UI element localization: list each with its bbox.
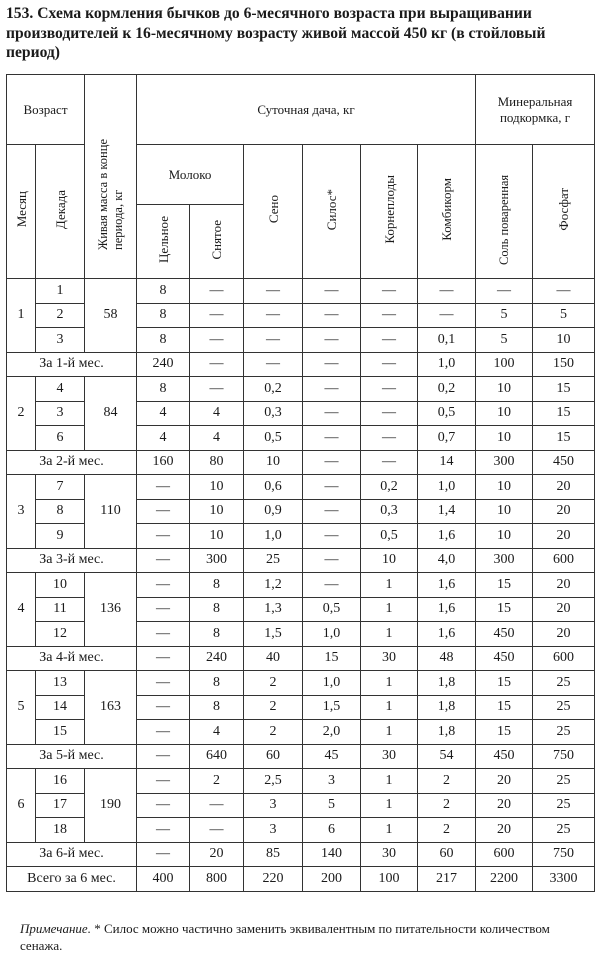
footnote-text: * Силос можно частично заменить эквивалентным по питательности количеством сенажа. (20, 921, 550, 953)
decade-cell: 6 (36, 426, 85, 451)
total-cell: 140 (303, 842, 361, 867)
header-daily: Суточная дача, кг (137, 75, 476, 145)
header-phosphate (533, 145, 595, 279)
total-cell: 100 (476, 352, 533, 377)
value-cell: 8 (137, 328, 190, 353)
value-cell: 0,5 (418, 401, 476, 426)
value-cell: — (190, 303, 244, 328)
decade-cell: 12 (36, 622, 85, 647)
value-cell: 25 (533, 671, 595, 696)
value-cell: 1,8 (418, 695, 476, 720)
total-cell: 30 (361, 744, 418, 769)
header-roots (361, 145, 418, 279)
value-cell: 8 (190, 597, 244, 622)
header-decade (36, 145, 85, 279)
decade-cell: 3 (36, 401, 85, 426)
month-cell: 2 (7, 377, 36, 451)
grand-total-row (7, 867, 595, 892)
value-cell: 1 (361, 818, 418, 843)
table-row (7, 671, 595, 696)
value-cell: 1 (361, 695, 418, 720)
weight-cell: 136 (85, 573, 137, 647)
value-cell: — (190, 279, 244, 304)
month-cell: 1 (7, 279, 36, 353)
value-cell: 4 (190, 426, 244, 451)
value-cell: 6 (303, 818, 361, 843)
value-cell: 4 (190, 720, 244, 745)
grand-total-cell: 800 (190, 867, 244, 892)
total-cell: 4,0 (418, 548, 476, 573)
header-salt-text: Соль поваренная (496, 174, 511, 265)
total-cell: — (137, 744, 190, 769)
grand-total-cell: 400 (137, 867, 190, 892)
month-total-label: За 5-й мес. (7, 744, 137, 769)
value-cell: — (361, 328, 418, 353)
month-total-row (7, 646, 595, 671)
value-cell: 4 (137, 426, 190, 451)
total-cell: 600 (533, 646, 595, 671)
decade-cell: 7 (36, 475, 85, 500)
header-age: Возраст (7, 75, 85, 145)
value-cell: — (137, 499, 190, 524)
value-cell: 0,6 (244, 475, 303, 500)
value-cell: 25 (533, 769, 595, 794)
value-cell: 0,2 (418, 377, 476, 402)
total-cell: 450 (533, 450, 595, 475)
decade-cell: 15 (36, 720, 85, 745)
footnote (20, 920, 590, 954)
value-cell: 20 (476, 793, 533, 818)
value-cell: — (137, 818, 190, 843)
total-cell: — (303, 450, 361, 475)
value-cell: — (244, 328, 303, 353)
value-cell: 5 (303, 793, 361, 818)
total-cell: 80 (190, 450, 244, 475)
value-cell: — (303, 426, 361, 451)
value-cell: 20 (533, 573, 595, 598)
header-silage (303, 145, 361, 279)
value-cell: 1,4 (418, 499, 476, 524)
value-cell: 1 (361, 597, 418, 622)
value-cell: 1 (361, 769, 418, 794)
total-cell: 85 (244, 842, 303, 867)
value-cell: — (137, 622, 190, 647)
value-cell: — (244, 303, 303, 328)
total-cell: 60 (244, 744, 303, 769)
total-cell: 750 (533, 842, 595, 867)
header-skim-milk-text: Снятое (209, 219, 224, 260)
value-cell: — (361, 303, 418, 328)
total-cell: 600 (476, 842, 533, 867)
total-cell: — (303, 548, 361, 573)
total-cell: — (303, 352, 361, 377)
value-cell: 1,5 (303, 695, 361, 720)
value-cell: — (244, 279, 303, 304)
feeding-table (6, 74, 595, 892)
value-cell: 25 (533, 818, 595, 843)
table-row (7, 279, 595, 304)
value-cell: — (418, 303, 476, 328)
value-cell: 1,6 (418, 524, 476, 549)
table-row (7, 769, 595, 794)
header-hay (244, 145, 303, 279)
value-cell: 10 (533, 328, 595, 353)
header-milk: Молоко (137, 145, 244, 205)
header-hay-text: Сено (265, 195, 281, 224)
value-cell: 20 (533, 597, 595, 622)
total-cell: — (137, 646, 190, 671)
value-cell: 20 (476, 769, 533, 794)
value-cell: 8 (190, 695, 244, 720)
weight-cell: 58 (85, 279, 137, 353)
total-cell: 30 (361, 842, 418, 867)
value-cell: 3 (244, 793, 303, 818)
header-month-text: Месяц (13, 191, 29, 228)
total-cell: 20 (190, 842, 244, 867)
weight-cell: 163 (85, 671, 137, 745)
value-cell: — (190, 818, 244, 843)
value-cell: — (361, 426, 418, 451)
value-cell: 1 (361, 622, 418, 647)
month-total-label: За 4-й мес. (7, 646, 137, 671)
value-cell: 2,5 (244, 769, 303, 794)
total-cell: 300 (190, 548, 244, 573)
value-cell: — (476, 279, 533, 304)
value-cell: — (303, 303, 361, 328)
header-mineral: Минеральная подкормка, г (476, 75, 595, 145)
header-weight (85, 75, 137, 279)
total-cell: 150 (533, 352, 595, 377)
header-silage-text: Силос* (324, 188, 339, 231)
table-row (7, 475, 595, 500)
value-cell: 10 (476, 401, 533, 426)
value-cell: — (303, 279, 361, 304)
month-total-label: За 3-й мес. (7, 548, 137, 573)
total-cell: 40 (244, 646, 303, 671)
total-cell: — (361, 352, 418, 377)
decade-cell: 2 (36, 303, 85, 328)
total-cell: 25 (244, 548, 303, 573)
value-cell: 15 (533, 401, 595, 426)
value-cell: 2 (244, 695, 303, 720)
grand-total-cell: 100 (361, 867, 418, 892)
value-cell: 450 (476, 622, 533, 647)
value-cell: 0,3 (244, 401, 303, 426)
value-cell: 8 (190, 573, 244, 598)
value-cell: 20 (476, 818, 533, 843)
value-cell: — (137, 793, 190, 818)
grand-total-cell: 217 (418, 867, 476, 892)
total-cell: — (244, 352, 303, 377)
decade-cell: 3 (36, 328, 85, 353)
value-cell: 1,6 (418, 622, 476, 647)
value-cell: 20 (533, 475, 595, 500)
value-cell: — (137, 695, 190, 720)
month-total-label: За 6-й мес. (7, 842, 137, 867)
total-cell: 600 (533, 548, 595, 573)
total-cell: — (137, 842, 190, 867)
value-cell: 0,2 (361, 475, 418, 500)
total-cell: 15 (303, 646, 361, 671)
total-cell: 14 (418, 450, 476, 475)
value-cell: 15 (476, 695, 533, 720)
value-cell: 15 (476, 720, 533, 745)
total-cell: 750 (533, 744, 595, 769)
decade-cell: 18 (36, 818, 85, 843)
value-cell: 15 (476, 573, 533, 598)
table-body (7, 279, 595, 892)
grand-total-cell: 200 (303, 867, 361, 892)
decade-cell: 13 (36, 671, 85, 696)
header-salt (476, 145, 533, 279)
decade-cell: 1 (36, 279, 85, 304)
value-cell: 1 (361, 793, 418, 818)
month-total-row (7, 842, 595, 867)
value-cell: 0,5 (244, 426, 303, 451)
decade-cell: 11 (36, 597, 85, 622)
total-cell: — (190, 352, 244, 377)
table-row (7, 573, 595, 598)
value-cell: 2 (244, 671, 303, 696)
table-title (6, 4, 596, 63)
total-cell: 10 (361, 548, 418, 573)
month-total-row (7, 352, 595, 377)
value-cell: 5 (476, 303, 533, 328)
value-cell: 1,8 (418, 671, 476, 696)
value-cell: 1,2 (244, 573, 303, 598)
header-skim-milk (190, 205, 244, 279)
value-cell: 10 (476, 524, 533, 549)
header-feed (418, 145, 476, 279)
header-feed-text: Комбикорм (439, 178, 454, 241)
header-decade-text: Декада (52, 189, 68, 230)
value-cell: — (137, 524, 190, 549)
value-cell: 20 (533, 524, 595, 549)
value-cell: 10 (190, 524, 244, 549)
value-cell: — (361, 401, 418, 426)
total-cell: 240 (190, 646, 244, 671)
value-cell: 0,2 (244, 377, 303, 402)
grand-total-cell: 220 (244, 867, 303, 892)
value-cell: 0,7 (418, 426, 476, 451)
value-cell: — (361, 279, 418, 304)
decade-cell: 14 (36, 695, 85, 720)
value-cell: — (137, 573, 190, 598)
value-cell: — (190, 328, 244, 353)
total-cell: 30 (361, 646, 418, 671)
value-cell: 2 (418, 793, 476, 818)
month-total-row (7, 548, 595, 573)
value-cell: 10 (190, 499, 244, 524)
value-cell: 5 (533, 303, 595, 328)
decade-cell: 8 (36, 499, 85, 524)
value-cell: 0,5 (361, 524, 418, 549)
weight-cell: 84 (85, 377, 137, 451)
value-cell: — (137, 597, 190, 622)
value-cell: 25 (533, 793, 595, 818)
value-cell: 10 (476, 377, 533, 402)
value-cell: — (303, 524, 361, 549)
value-cell: 8 (137, 279, 190, 304)
value-cell: — (361, 377, 418, 402)
value-cell: 5 (476, 328, 533, 353)
month-total-label: За 1-й мес. (7, 352, 137, 377)
value-cell: 8 (137, 377, 190, 402)
total-cell: 60 (418, 842, 476, 867)
value-cell: 1,0 (244, 524, 303, 549)
value-cell: 20 (533, 499, 595, 524)
grand-total-cell: 3300 (533, 867, 595, 892)
total-cell: 450 (476, 646, 533, 671)
month-cell: 4 (7, 573, 36, 647)
value-cell: 1,6 (418, 597, 476, 622)
total-cell: 300 (476, 548, 533, 573)
value-cell: 15 (476, 597, 533, 622)
value-cell: — (303, 573, 361, 598)
month-total-row (7, 450, 595, 475)
decade-cell: 4 (36, 377, 85, 402)
value-cell: 10 (476, 499, 533, 524)
month-total-label: За 2-й мес. (7, 450, 137, 475)
footnote-label: Примечание. (20, 921, 91, 936)
value-cell: 4 (190, 401, 244, 426)
value-cell: — (137, 720, 190, 745)
month-cell: 6 (7, 769, 36, 843)
value-cell: 10 (476, 475, 533, 500)
value-cell: 1 (361, 720, 418, 745)
weight-cell: 110 (85, 475, 137, 549)
total-cell: — (361, 450, 418, 475)
header-whole-milk (137, 205, 190, 279)
value-cell: 1,0 (303, 671, 361, 696)
value-cell: 1,0 (418, 475, 476, 500)
value-cell: 1,6 (418, 573, 476, 598)
value-cell: 8 (190, 622, 244, 647)
table-row (7, 377, 595, 402)
total-cell: 45 (303, 744, 361, 769)
decade-cell: 9 (36, 524, 85, 549)
month-total-row (7, 744, 595, 769)
value-cell: 8 (190, 671, 244, 696)
header-weight-text: Живая масса в конце периода, кг (95, 138, 125, 250)
total-cell: — (137, 548, 190, 573)
total-cell: 160 (137, 450, 190, 475)
value-cell: — (303, 401, 361, 426)
value-cell: 3 (244, 818, 303, 843)
value-cell: — (303, 499, 361, 524)
total-cell: 240 (137, 352, 190, 377)
total-cell: 10 (244, 450, 303, 475)
value-cell: 25 (533, 720, 595, 745)
value-cell: — (190, 793, 244, 818)
value-cell: 0,5 (303, 597, 361, 622)
month-cell: 3 (7, 475, 36, 549)
header-roots-text: Корнеплоды (381, 175, 397, 244)
decade-cell: 16 (36, 769, 85, 794)
total-cell: 640 (190, 744, 244, 769)
value-cell: 8 (137, 303, 190, 328)
header-month (7, 145, 36, 279)
value-cell: 10 (476, 426, 533, 451)
value-cell: — (303, 328, 361, 353)
total-cell: 48 (418, 646, 476, 671)
value-cell: — (137, 769, 190, 794)
value-cell: 4 (137, 401, 190, 426)
value-cell: — (137, 671, 190, 696)
value-cell: 15 (533, 377, 595, 402)
value-cell: 0,3 (361, 499, 418, 524)
value-cell: 1 (361, 573, 418, 598)
value-cell: 2 (418, 769, 476, 794)
value-cell: — (190, 377, 244, 402)
decade-cell: 17 (36, 793, 85, 818)
value-cell: 1,5 (244, 622, 303, 647)
value-cell: 25 (533, 695, 595, 720)
header-phosphate-text: Фосфат (556, 188, 571, 231)
value-cell: 3 (303, 769, 361, 794)
value-cell: 1,0 (303, 622, 361, 647)
value-cell: 15 (476, 671, 533, 696)
value-cell: — (418, 279, 476, 304)
value-cell: 2 (418, 818, 476, 843)
value-cell: 1,3 (244, 597, 303, 622)
value-cell: 15 (533, 426, 595, 451)
value-cell: — (533, 279, 595, 304)
header-whole-milk-text: Цельное (155, 216, 171, 263)
value-cell: 20 (533, 622, 595, 647)
grand-total-cell: 2200 (476, 867, 533, 892)
total-cell: 54 (418, 744, 476, 769)
value-cell: — (303, 475, 361, 500)
value-cell: 1,8 (418, 720, 476, 745)
weight-cell: 190 (85, 769, 137, 843)
value-cell: 2 (190, 769, 244, 794)
value-cell: 10 (190, 475, 244, 500)
grand-total-label: Всего за 6 мес. (7, 867, 137, 892)
month-cell: 5 (7, 671, 36, 745)
total-cell: 450 (476, 744, 533, 769)
title-text: Схема кормления бычков до 6-месячного возраста при выращивании производителей к 16-месячному возрасту живой массой 450 кг (в стойловый период) (6, 5, 546, 61)
value-cell: 1 (361, 671, 418, 696)
total-cell: 1,0 (418, 352, 476, 377)
value-cell: 0,9 (244, 499, 303, 524)
value-cell: 2,0 (303, 720, 361, 745)
value-cell: 2 (244, 720, 303, 745)
value-cell: — (137, 475, 190, 500)
value-cell: — (303, 377, 361, 402)
total-cell: 300 (476, 450, 533, 475)
table-number: 153. (6, 5, 34, 22)
decade-cell: 10 (36, 573, 85, 598)
value-cell: 0,1 (418, 328, 476, 353)
